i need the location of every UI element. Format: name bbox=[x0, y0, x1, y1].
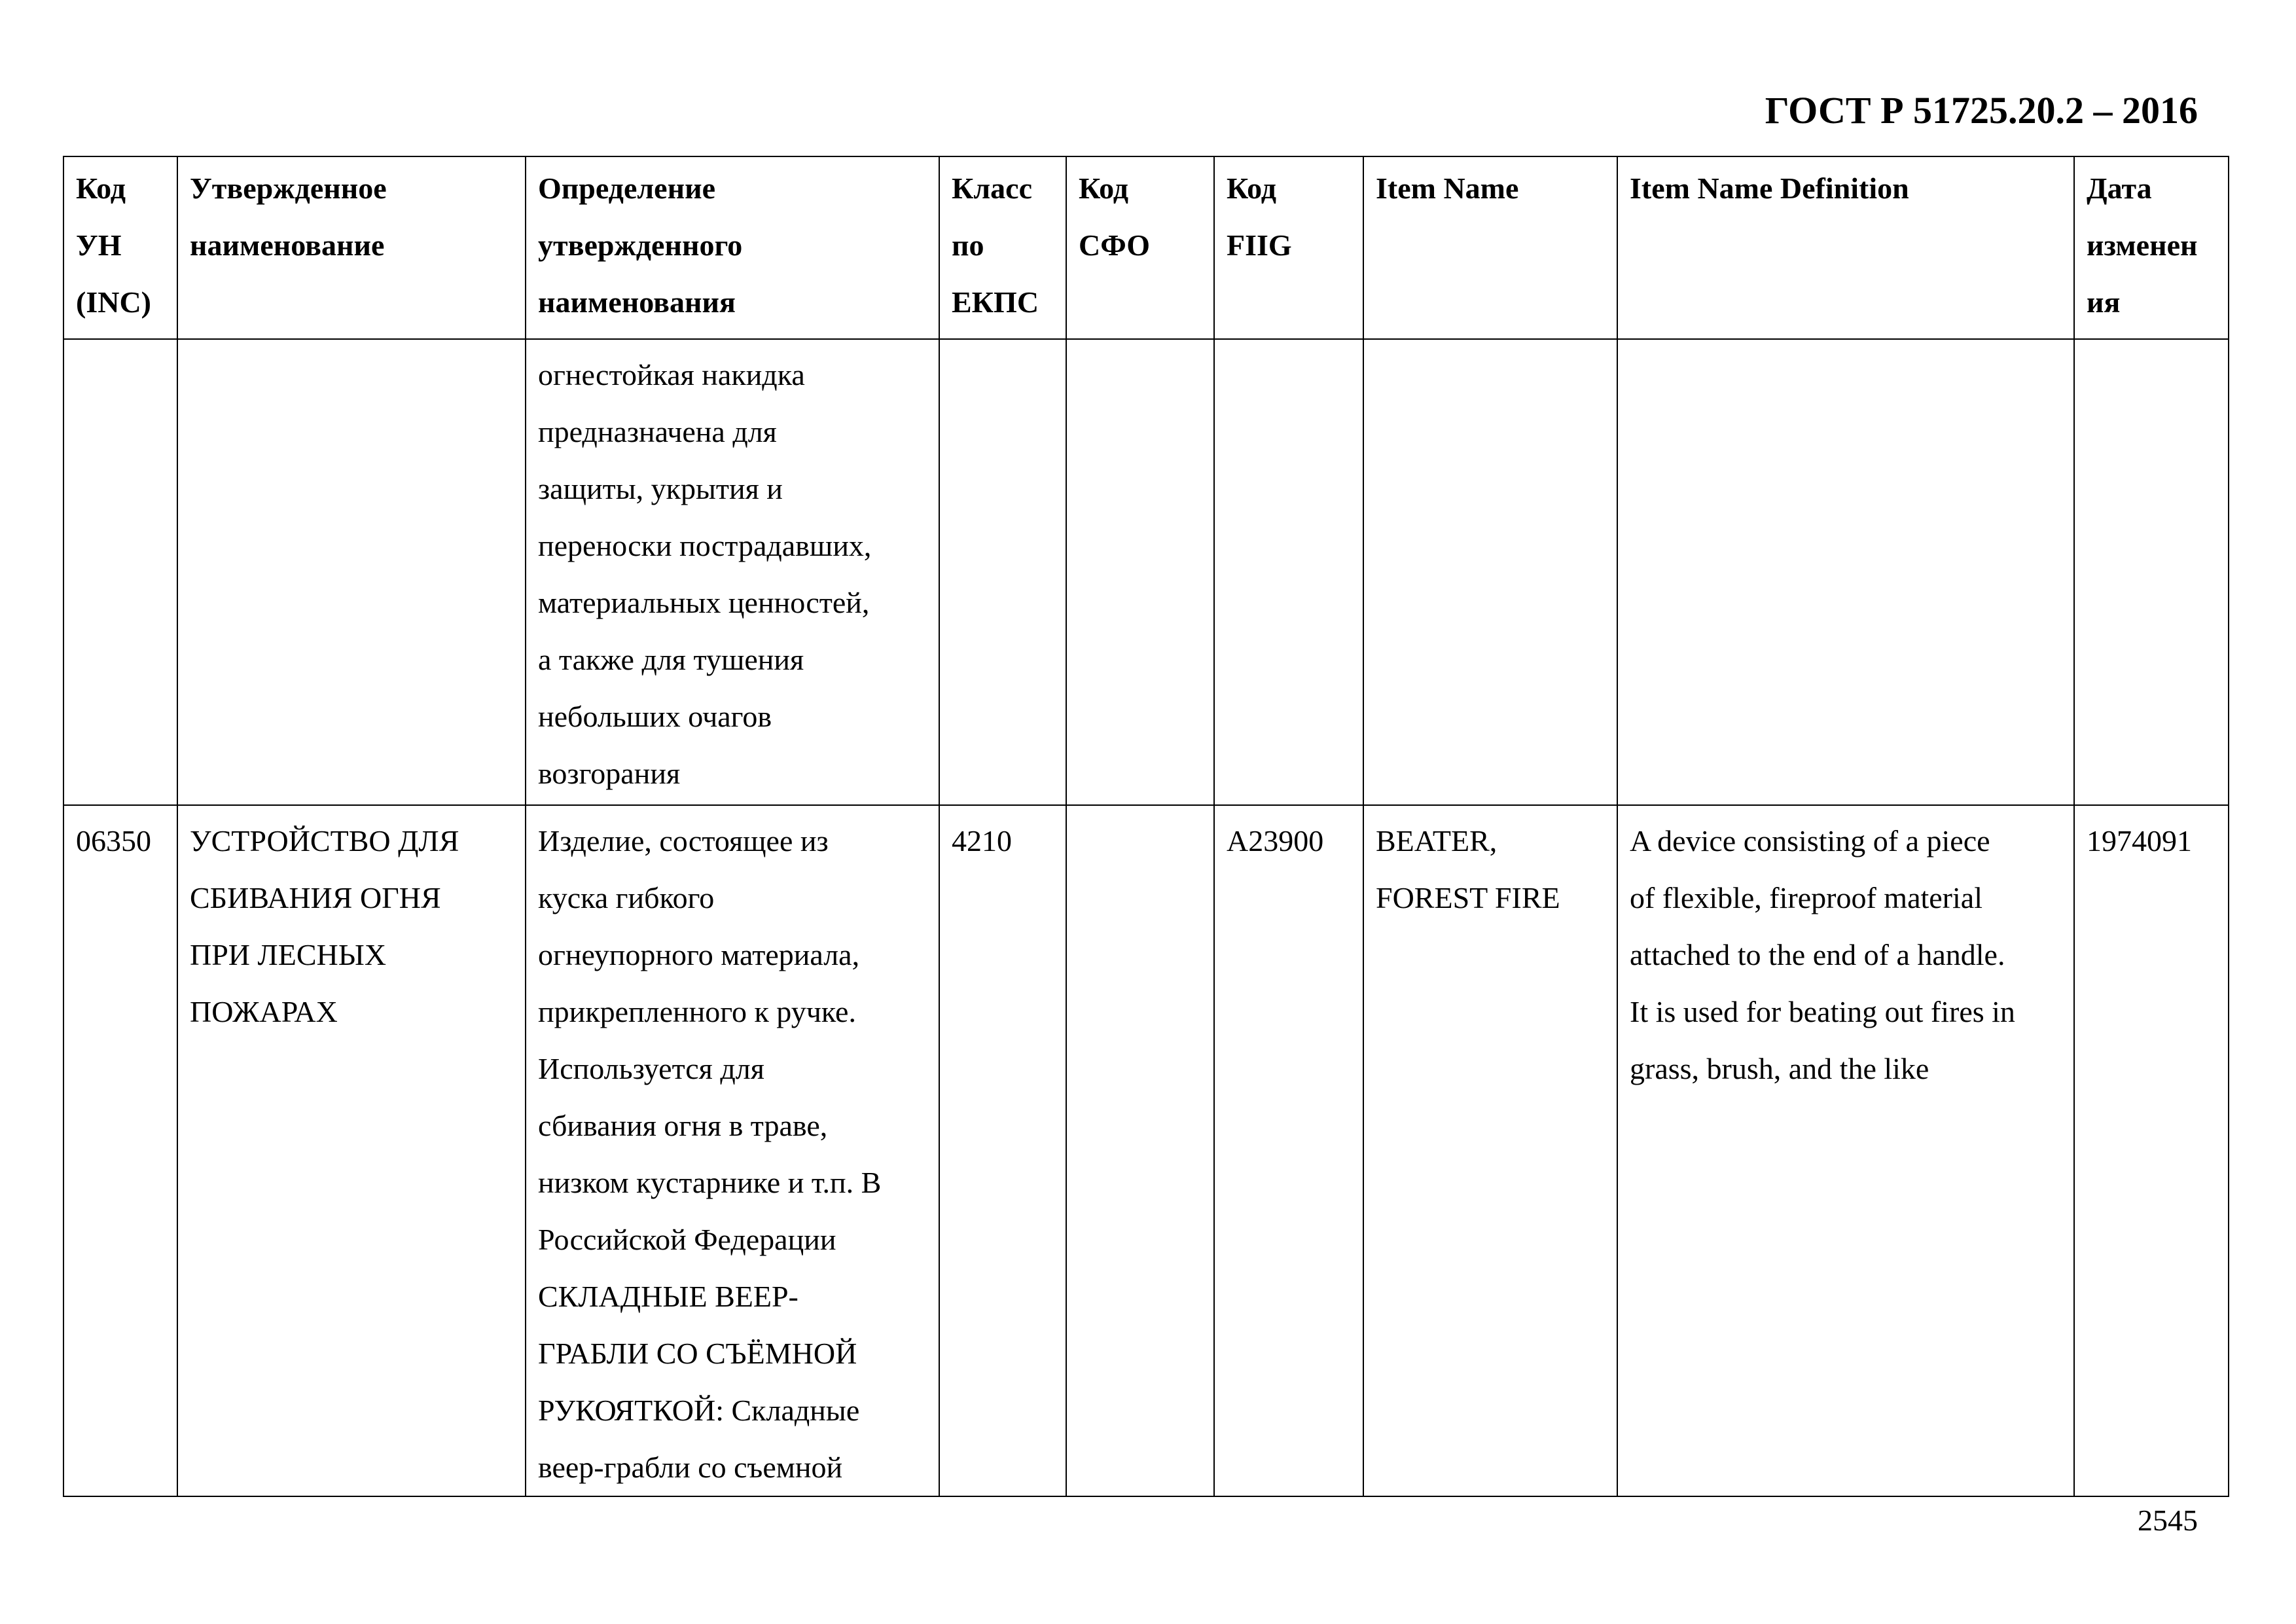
standard-title: ГОСТ Р 51725.20.2 – 2016 bbox=[1765, 89, 2198, 132]
catalog-table bbox=[63, 156, 2229, 1497]
cell-change-date: 1974091 bbox=[2074, 805, 2229, 1496]
cell-approved-name: УСТРОЙСТВО ДЛЯ СБИВАНИЯ ОГНЯ ПРИ ЛЕСНЫХ ПОЖАРАХ bbox=[177, 805, 526, 1496]
page-number: 2545 bbox=[2138, 1504, 2198, 1537]
cell-item-name bbox=[1363, 339, 1617, 805]
cell-change-date bbox=[2074, 339, 2229, 805]
header-item-name-definition: Item Name Definition bbox=[1617, 156, 2074, 339]
cell-sfo bbox=[1066, 805, 1214, 1496]
cell-inc bbox=[63, 339, 177, 805]
cell-definition: огнестойкая накидка предназначена для защиты, укрытия и переноски пострадавших, материальных ценностей, а также для тушения небольших очагов возгорания bbox=[526, 339, 939, 805]
cell-item-name-definition bbox=[1617, 339, 2074, 805]
cell-class bbox=[939, 339, 1066, 805]
table-row bbox=[63, 339, 2229, 805]
header-definition: Определение утвержденного наименования bbox=[526, 156, 939, 339]
cell-class: 4210 bbox=[939, 805, 1066, 1496]
table-row bbox=[63, 805, 2229, 1496]
cell-approved-name bbox=[177, 339, 526, 805]
cell-fiig: A23900 bbox=[1214, 805, 1363, 1496]
cell-item-name-definition: A device consisting of a piece of flexible, fireproof material attached to the end of a handle. It is used for beating out fires in grass, brush, and the like bbox=[1617, 805, 2074, 1496]
header-inc: Код УН (INC) bbox=[63, 156, 177, 339]
header-sfo: Код СФО bbox=[1066, 156, 1214, 339]
header-change-date: Дата изменен ия bbox=[2074, 156, 2229, 339]
cell-sfo bbox=[1066, 339, 1214, 805]
header-fiig: Код FIIG bbox=[1214, 156, 1363, 339]
header-approved-name: Утвержденное наименование bbox=[177, 156, 526, 339]
header-item-name: Item Name bbox=[1363, 156, 1617, 339]
cell-inc: 06350 bbox=[63, 805, 177, 1496]
table-header-row bbox=[63, 156, 2229, 339]
cell-definition: Изделие, состоящее из куска гибкого огнеупорного материала, прикрепленного к ручке. Используется для сбивания огня в траве, низком кустарнике и т.п. В Российской Федерации СКЛАДНЫЕ ВЕЕР- ГРАБЛИ СО СЪЁМНОЙ РУКОЯТКОЙ: Складные веер-грабли со съемной bbox=[526, 805, 939, 1496]
cell-item-name: BEATER, FOREST FIRE bbox=[1363, 805, 1617, 1496]
header-class: Класс по ЕКПС bbox=[939, 156, 1066, 339]
cell-fiig bbox=[1214, 339, 1363, 805]
